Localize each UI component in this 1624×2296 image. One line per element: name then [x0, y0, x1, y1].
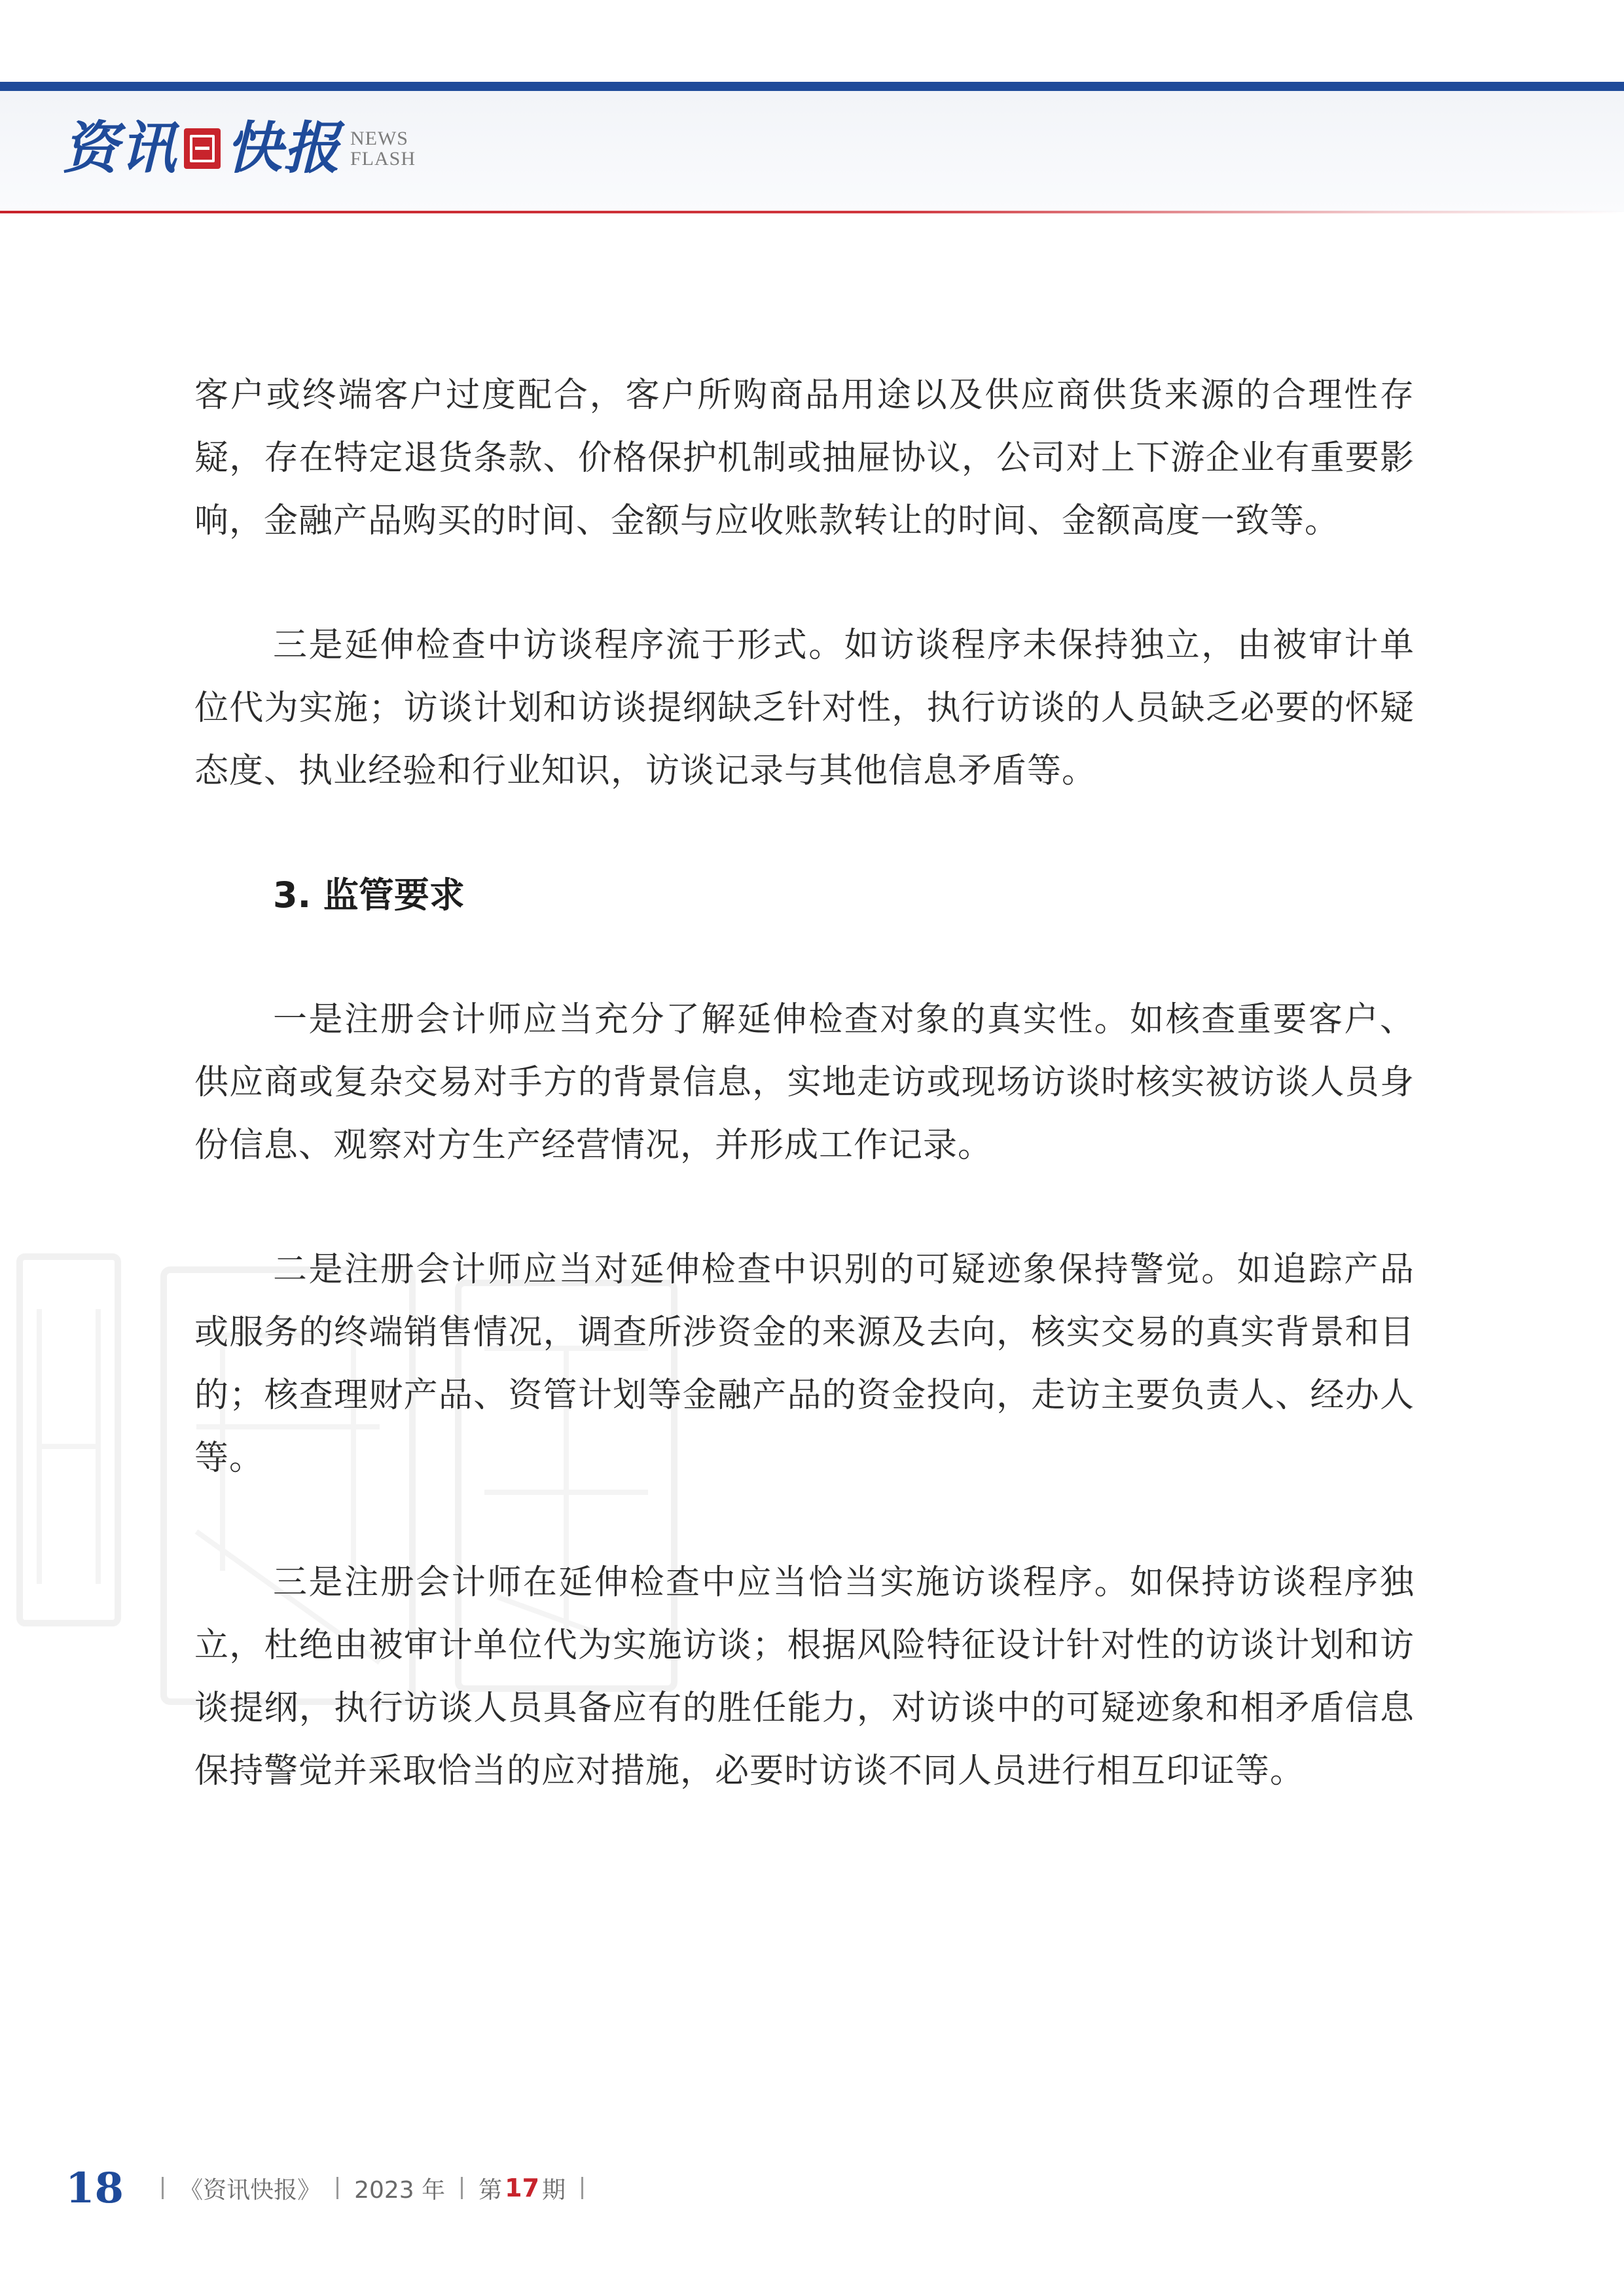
publication-year: 2023 年: [354, 2176, 446, 2204]
logo-text-right: 快报: [226, 115, 341, 181]
paragraph-interview-issue: 三是延伸检查中访谈程序流于形式。如访谈程序未保持独立，由被审计单位代为实施；访谈计划和访谈提纲缺乏针对性，执行访谈的人员缺乏必要的怀疑态度、执业经验和行业知识，访谈记录与其他信息矛盾等。: [194, 626, 1415, 791]
issue-prefix: 第: [478, 2176, 503, 2204]
logo-text-left: 资讯: [62, 115, 177, 181]
logo-english: [350, 128, 416, 169]
footer-separator: [336, 2177, 338, 2199]
footer-separator: [581, 2177, 583, 2199]
paragraph-requirement-1: 一是注册会计师应当充分了解延伸检查对象的真实性。如核查重要客户、供应商或复杂交易对手方的背景信息，实地走访或现场访谈时核实被访谈人员身份信息、观察对方生产经营情况，并形成工作记录。: [194, 1000, 1415, 1165]
logo: [62, 113, 416, 185]
footer-separator: [162, 2177, 164, 2199]
paragraph-requirement-3: 三是注册会计师在延伸检查中应当恰当实施访谈程序。如保持访谈程序独立，杜绝由被审计单位代为实施访谈；根据风险特征设计针对性的访谈计划和访谈提纲，执行访谈人员具备应有的胜任能力，对访谈中的可疑迹象和相矛盾信息保持警觉并采取恰当的应对措施，必要时访谈不同人员进行相互印证等。: [194, 1563, 1415, 1791]
page-number: 18: [65, 2163, 124, 2213]
issue-suffix: 期: [542, 2176, 566, 2204]
seal-icon: [184, 128, 221, 169]
publication-name: 《资讯快报》: [179, 2176, 321, 2204]
footer-separator: [461, 2177, 463, 2199]
section-heading: 3. 监管要求: [273, 874, 465, 916]
issue-number: 17: [505, 2174, 540, 2202]
paragraph-continuation: 客户或终端客户过度配合，客户所购商品用途以及供应商供货来源的合理性存疑，存在特定退货条款、价格保护机制或抽屉协议，公司对上下游企业有重要影响，金融产品购买的时间、金额与应收账款转让的时间、金额高度一致等。: [194, 376, 1415, 541]
page-footer: [65, 2159, 599, 2217]
article-body: [194, 364, 1415, 1803]
logo-en-flash: FLASH: [350, 148, 416, 170]
logo-en-news: NEWS: [350, 128, 408, 149]
header-divider: [0, 211, 1624, 213]
header-top-bar: [0, 82, 1624, 91]
paragraph-requirement-2: 二是注册会计师应当对延伸检查中识别的可疑迹象保持警觉。如追踪产品或服务的终端销售情况，调查所涉资金的来源及去向，核实交易的真实背景和目的；核查理财产品、资管计划等金融产品的资金投向，走访主要负责人、经办人等。: [194, 1250, 1415, 1478]
